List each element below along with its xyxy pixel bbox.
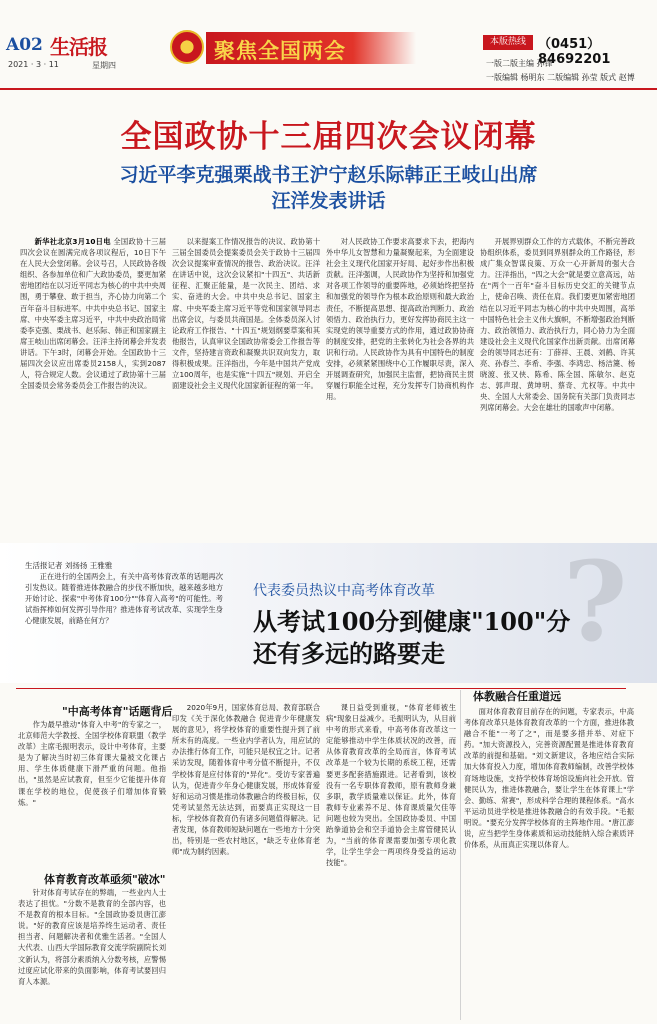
feature-lede <box>25 571 223 679</box>
column-divider <box>460 690 461 1020</box>
paper-logo: 生活报 <box>50 35 107 59</box>
lead-subhead-2: 汪洋发表讲话 <box>271 190 386 212</box>
bottom-column-2 <box>172 702 320 1018</box>
masthead-divider <box>0 88 657 90</box>
lead-text-2: 以来提案工作情况报告的决议、政协第十三届全国委员会提案委员会关于政协十三届四次会议提案审查情况的报告、政治决议。汪洋在讲话中说，这次会议紧扣"十四五"、共话新征程、汇聚正能量，是一次民主、团结、求实、奋进的大会。中共中央总书记、国家主席、中央军委主席习近平等党和国家领导同志出席会议，与委员共商国是。全体委员深入讨论政府工作报告、"十四五"规划纲要草案和其他报告，认真审议全国政协常委会工作报告等文件，坚持建言资政和凝聚共识双向发力，取得积极成果。汪洋指出，今年是中国共产党成立100周年，也是实施"十四五"规划、开启全面建设社会主义现代化国家新征程的第一年。 <box>172 237 320 391</box>
page-code: A02 <box>6 35 43 55</box>
feature-title-line-1: 从考试100分到健康"100"分 <box>253 607 571 636</box>
feature-title-line-2: 还有多远的路要走 <box>253 639 445 668</box>
editors-line-1: 一版二版主编 孙锋 <box>486 59 553 68</box>
section-text-a: 作为最早推动"体育入中考"的专家之一，北京师范大学教授、全国学校体育联盟（教学改革）主席毛振明表示，设计中考体育，主要是为了解决当时初三体育课大量被文化课占用、学生体质健康下滑严重的问题。他指出，"虽然是应试教育，但至少它能提升体育课在学校的地位，促使孩子们增加体育锻炼。" <box>18 720 166 807</box>
lead-column-3 <box>326 236 474 538</box>
lead-byline: 新华社北京3月10日电 <box>34 237 111 246</box>
issue-weekday: 星期四 <box>92 61 116 70</box>
section-text-c: 2020年9月，国家体育总局、教育部联合印发《关于深化体教融合 促进青少年健康发展的意见》，将学校体育的重要性提升到了前所未有的高度。一些业内学者认为，用应试的办法推行体育工作，可能只是权宜之计。记者采访发现，随着体育中考分值不断提升，不仅学校体育是应付体育的"异化"。受访专家普遍认为，促进青少年身心健康发展，形成体育爱好和运动习惯是推动体教融合的终极目标，仅凭考试显然无法达到，而要真正实现这一目标，学校体育教育仍有诸多问题值得解决。记者发现，体育教师短缺问题在一些地方十分突出，特别是一些农村地区，"缺乏专业体育老师"成为制约因素。 <box>172 703 320 857</box>
lead-column-4 <box>480 236 635 538</box>
section-head-integration: 体教融合任重道远 <box>473 690 561 703</box>
section-text-e: 面对体育教育目前存在的问题，专家表示，中高考体育改革只是体育教育改革的一个方面，推进体教融合不能"一考了之"，而是要多措并举、对症下药。"加大资源投入，完善资源配置是推进体育教育改革的前提和基础。"刘文新建议，各地应结合实际加大体育投入力度，增加体育教师编制，改善学校体育场地设施，支持学校体育场馆设施向社会开放。管健民认为，推进体教融合，要让学生在体育课上"学会、勤练、常赛"，形成科学合理的课程体系。"高水平运动员进学校是推进体教融合的有效手段。"毛振明说。"要充分发挥学校体育的主阵地作用。"唐江澎说，应当把学生身体素质和运动技能纳入综合素质评价体系，从而真正实现以体育人。 <box>464 707 634 850</box>
lead-column-2 <box>172 236 320 538</box>
bottom-column-4 <box>464 706 634 1018</box>
feature-kicker: 代表委员热议中高考体育改革 <box>253 583 435 599</box>
lead-text-4: 开展界别群众工作的方式载体，不断完善政协组织体系，委员到同界别群众的工作路径，形成广集众智谋良策、万众一心开新局的强大合力。汪洋指出，"四之大会"就是要立意高远，站在"两个一百年"奋斗目标历史交汇的关键节点上，使命召唤、责任在肩。我们要更加紧密地团结在以习近平同志为核心的中共中央周围，高举中国特色社会主义伟大旗帜，不断增强政治判断力、政治领悟力、政治执行力，同心协力为全面建设社会主义现代化国家作出新贡献。出席闭幕会的领导同志还有：丁薛祥、王晨、刘鹤、许其亮、孙春兰、李希、李强、李鸿忠、杨洁篪、杨晓渡、张又侠、陈希、陈全国、陈敏尔、赵克志、郭声琨、黄坤明、蔡奇、尤权等。中共中央、全国人大常委会、国务院有关部门负责同志列席闭幕会。大会在雄壮的国歌声中闭幕。 <box>480 237 635 413</box>
feature-lede-text: 正在进行的全国两会上，有关中高考体育改革的话题再次引发热议。随着推进体教融合的步伐不断加快，越来越多地方开始讨论、探索"中考体育100分""体育入高考"的可能性。考试指挥棒如何发挥引导作用？推进体育考试改革、实现学生身心健康发展，前路在何方？ <box>25 572 223 626</box>
lead-text-1: 全国政协十三届四次会议在圆满完成各项议程后，10日下午在人民大会堂闭幕。会议号召，人民政协各级组织、各参加单位和广大政协委员，要更加紧密地团结在以习近平同志为核心的中共中央周围，勇于攀登、敢于担当，齐心协力向第二个百年奋斗目标进军。中共中央总书记、国家主席、中央军委主席习近平，中共中央政治局常委李克强、栗战书、赵乐际、韩正和国家副主席王岐山出席闭幕会。汪洋主持闭幕会并发表讲话。下午3时，闭幕会开始。全国政协十三届四次会议应出席委员2158人，实到2087人，符合规定人数。会议通过了政协第十三届全国委员会常务委员会工作报告的决议。 <box>20 237 166 391</box>
question-mark-graphic: ? <box>563 537 628 666</box>
bottom-column-1b <box>18 887 166 1017</box>
section-head-background: "中高考体育"话题背后 <box>62 705 173 718</box>
section-text-d: 课日益受到重视，"体育老师被生病"现象日益减少。毛振明认为，从目前中考的形式来看，中高考体育改革这一定能够推动中学生体质状况的改善，而从体育教育改革的全局而言，体育考试改革是一个较为长期的系统工程，还需要更多配套措施跟进。记者看到，该校没有一名专职体育教师，原有教师身兼多职，教学质量难以保证。此外，体育教师专业素养不足、体育课质量欠佳等问题也较为突出。全国政协委员、中国跆拳道协会和空手道协会主席管健民认为，"当前的体育课需要加强专项化教学，让学生学会一两项终身受益的运动技能"。 <box>326 703 456 868</box>
masthead <box>0 0 657 88</box>
lead-text-3: 对人民政协工作要求高要求下去，把海内外中华儿女智慧和力量凝聚起来，为全面建设社会主义现代化国家开好局、起好步作出积极贡献。汪洋强调，人民政协作为坚持和加强党对各项工作领导的重要阵地，必须始终把坚持和加强党的领导作为根本政治原则和最大政治责任，不断提高思想、提高政治判断力、政治领悟力、政治执行力，更好发挥协商民主这一实现党的领导重要方式的作用，通过政协协商的制度安排，把党的主张转化为社会各界的共识和行动。人民政协作为具有中国特色的制度安排，必须紧紧围绕中心工作履职尽责，深入开展调查研究，加强民主监督，把协商民主贯穿履行职能全过程，充分发挥专门协商机构作用。 <box>326 237 474 402</box>
section-text-b: 针对体育考试存在的弊端，一些业内人士表达了担忧。"分数不是教育的全部内容，也不是教育的根本目标。"全国政协委员唐江澎说。"好的教育应该是培养终生运动者、责任担当者、问题解决者和优雅生活者。"全国人大代表、山西大学国际教育交流学院副院长刘文新认为，将部分素质纳入分数考核，应警惕过度应试化带来的负面影响，体育考试要回归育人本源。 <box>18 888 166 986</box>
lead-subhead-1: 习近平李克强栗战书王沪宁赵乐际韩正王岐山出席 <box>119 164 538 186</box>
bottom-column-1 <box>18 719 166 867</box>
issue-date: 2021 · 3 · 11 <box>8 60 59 69</box>
section-head-reform: 体育教育改革亟须"破冰" <box>44 873 166 886</box>
feature-byline: 生活报记者 刘扬扬 王雅雅 <box>25 561 113 570</box>
bottom-column-3 <box>326 702 456 1018</box>
editors-line-2: 一版编辑 杨明东 二版编辑 孙莹 版式 赵博 <box>486 73 635 82</box>
lead-column-1 <box>20 236 166 538</box>
focus-banner <box>206 32 416 64</box>
lead-headline: 全国政协十三届四次会议闭幕 <box>120 119 537 155</box>
hotline-label: 本版热线 <box>483 35 533 50</box>
national-emblem-icon: ★ <box>170 30 204 64</box>
focus-banner-text: 聚焦全国两会 <box>214 39 346 63</box>
hotline-number: （0451）84692201 <box>538 37 611 67</box>
